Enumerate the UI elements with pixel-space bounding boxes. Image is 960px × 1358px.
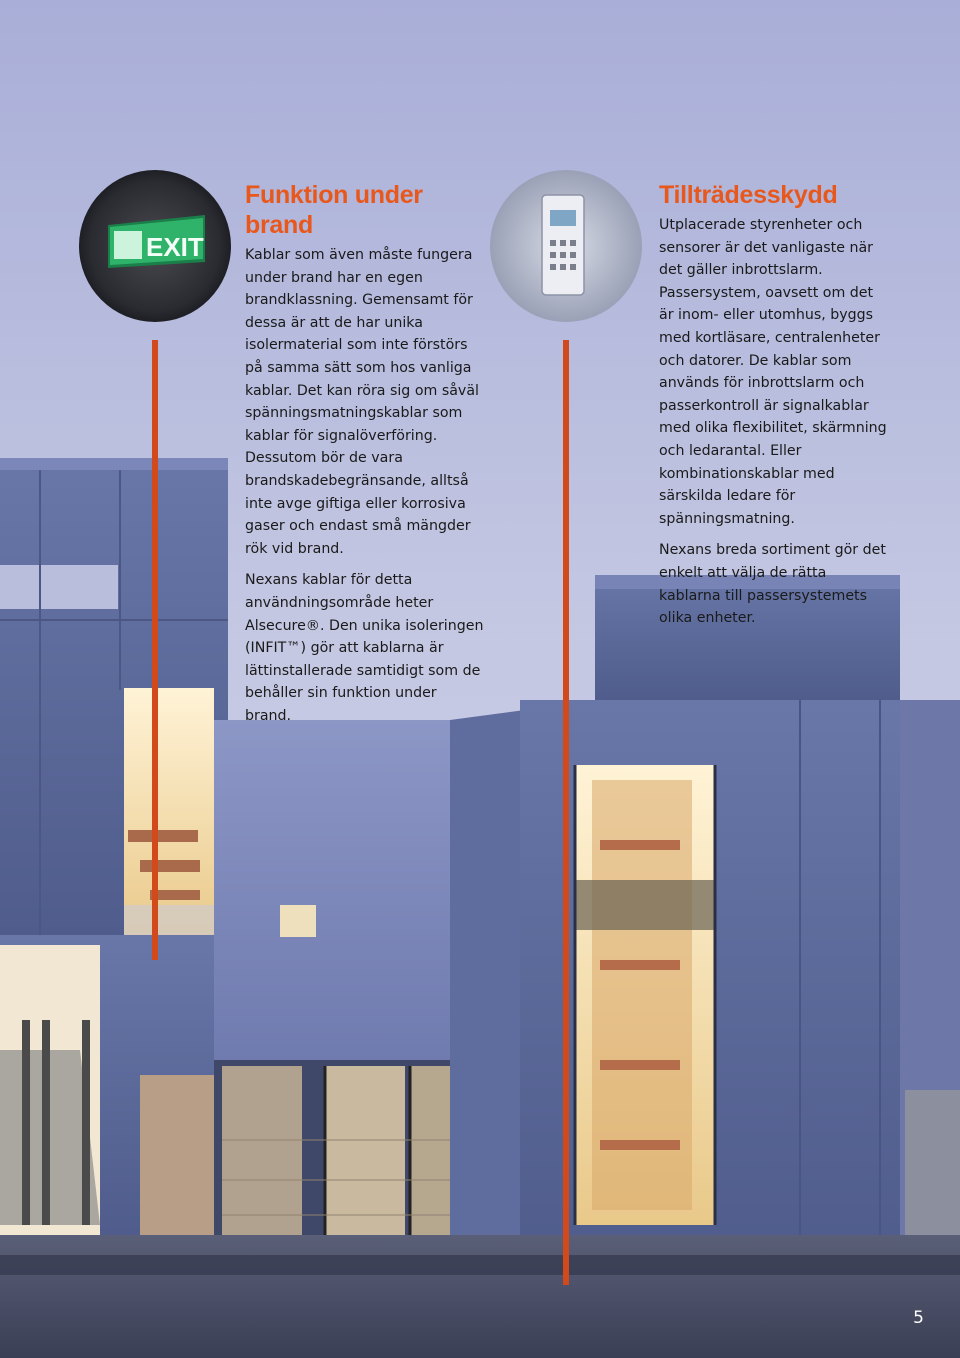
left-paragraph-1: Kablar som även måste fungera under brand har en egen brandklassning. Gemensamt för dessa är att de har unika isolermaterial som inte förstörs på samma sätt som hos vanliga kablar. Det kan röra sig om såväl spänningsmatningskablar som kablar för signalöverföring. Dessutom bör de vara brandskadebegränsande, alltså inte avge giftiga eller korrosiva gaser och endast små mängder rök vid brand.: [245, 247, 479, 557]
page-number: 5: [913, 1308, 924, 1328]
left-paragraph-2: Nexans kablar för detta användningsområde heter Alsecure®. Den unika isoleringen (INFIT™) gör att kablarna är lättinstallerade samtidigt som de behåller sin funktion under brand.: [245, 572, 484, 724]
cable-line-right: [563, 340, 569, 1285]
left-article: [245, 180, 485, 727]
right-article: [659, 180, 891, 630]
exit-sign-text: EXIT: [146, 232, 204, 262]
right-heading: Tillträdesskydd: [659, 181, 838, 209]
access-control-keypad-icon: [542, 195, 584, 295]
left-heading: Funktion under brand: [245, 181, 423, 239]
right-paragraph-1: Utplacerade styrenheter och sensorer är det vanligaste när det gäller inbrottslarm. Passersystem, oavsett om det är inom- eller utomhus, byggs med kortläsare, centralenheter och datorer. De kablar som används för inbrottslarm och passerkontroll är signalkablar med olika flexibilitet, skärmning och ledarantal. Eller kombinationskablar med särskilda ledare för spänningsmatning.: [659, 217, 887, 527]
cable-line-left: [152, 340, 158, 960]
right-paragraph-2: Nexans breda sortiment gör det enkelt att välja de rätta kablarna till passersystemets olika enheter.: [659, 542, 886, 627]
